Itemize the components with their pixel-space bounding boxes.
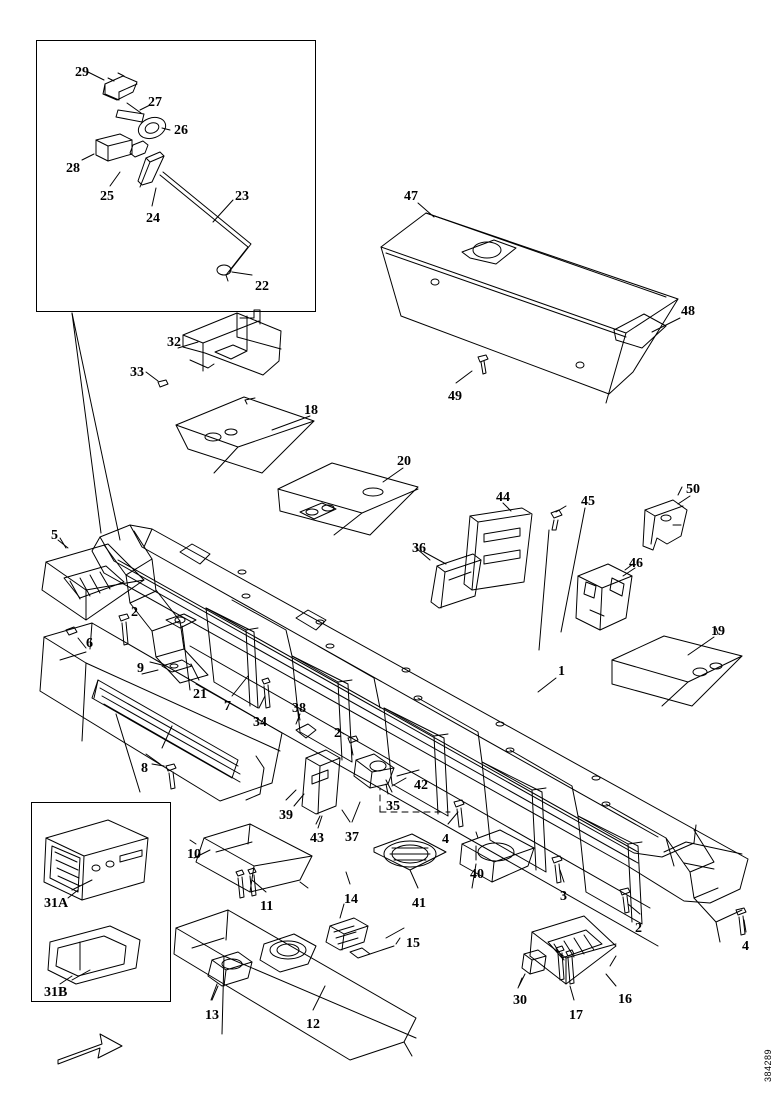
callout-4b: 4 — [742, 939, 749, 954]
callout-31B: 31B — [44, 985, 68, 1000]
part-5-panel — [42, 538, 144, 620]
part-13-latch — [208, 952, 252, 1000]
callout-3: 3 — [560, 889, 567, 904]
callout-23: 23 — [235, 189, 249, 204]
callout-27: 27 — [148, 95, 162, 110]
callout-12: 12 — [306, 1017, 320, 1032]
callout-18: 18 — [304, 403, 318, 418]
callout-30: 30 — [513, 993, 527, 1008]
callout-14: 14 — [344, 892, 358, 907]
callout-42: 42 — [414, 778, 428, 793]
callout-19: 19 — [711, 624, 725, 639]
part-47-roof-panel — [381, 213, 678, 403]
callout-13: 13 — [205, 1008, 219, 1023]
callout-15: 15 — [406, 936, 420, 951]
callout-41: 41 — [412, 896, 426, 911]
callout-21: 21 — [193, 687, 207, 702]
part-41-speaker-grille — [374, 834, 446, 870]
callout-47: 47 — [404, 189, 418, 204]
direction-arrow — [58, 1034, 122, 1064]
callout-39: 39 — [279, 808, 293, 823]
callout-28: 28 — [66, 161, 80, 176]
callout-2c: 2 — [635, 921, 642, 936]
callout-38: 38 — [292, 701, 306, 716]
callout-37: 37 — [345, 830, 359, 845]
callout-43: 43 — [310, 831, 324, 846]
part-1-main-frame — [92, 525, 748, 946]
callout-6: 6 — [86, 636, 93, 651]
callout-8: 8 — [141, 761, 148, 776]
callout-44: 44 — [496, 490, 510, 505]
callout-46: 46 — [629, 556, 643, 571]
callout-34: 34 — [253, 715, 267, 730]
callout-7: 7 — [224, 699, 231, 714]
callout-48: 48 — [681, 304, 695, 319]
callout-25: 25 — [100, 189, 114, 204]
callout-29: 29 — [75, 65, 89, 80]
callout-16: 16 — [618, 992, 632, 1007]
callout-22: 22 — [255, 279, 269, 294]
part-19-panel — [612, 628, 742, 706]
callout-4: 4 — [442, 832, 449, 847]
callout-35: 35 — [386, 799, 400, 814]
callout-26: 26 — [174, 123, 188, 138]
part-12-long-panel — [174, 910, 416, 1060]
callout-36: 36 — [412, 541, 426, 556]
part-11-screws — [236, 868, 256, 898]
drawing-number: 384289 — [763, 1048, 773, 1082]
callout-49: 49 — [448, 389, 462, 404]
callout-11: 11 — [260, 899, 274, 914]
part-36-bracket — [416, 548, 481, 608]
callout-40: 40 — [470, 867, 484, 882]
callout-32: 32 — [167, 335, 181, 350]
callout-10: 10 — [187, 847, 201, 862]
callout-20: 20 — [397, 454, 411, 469]
part-50-bracket — [643, 487, 687, 550]
callout-31A: 31A — [44, 896, 69, 911]
callout-45: 45 — [581, 494, 595, 509]
callout-17: 17 — [569, 1008, 583, 1023]
part-44-plate — [464, 508, 532, 590]
linkage-detail-inset — [36, 40, 316, 312]
part-14-clip — [326, 904, 400, 958]
part-7-long-panel — [40, 623, 282, 801]
callout-50: 50 — [686, 482, 700, 497]
callout-5: 5 — [51, 528, 58, 543]
callout-24: 24 — [146, 211, 160, 226]
callout-9: 9 — [137, 661, 144, 676]
part-20-panel — [278, 463, 418, 535]
part-46-bracket — [576, 564, 633, 630]
callout-33: 33 — [130, 365, 144, 380]
part-18-panel — [176, 397, 314, 473]
callout-2b: 2 — [334, 726, 341, 741]
callout-1: 1 — [558, 664, 565, 679]
callout-2: 2 — [131, 605, 138, 620]
